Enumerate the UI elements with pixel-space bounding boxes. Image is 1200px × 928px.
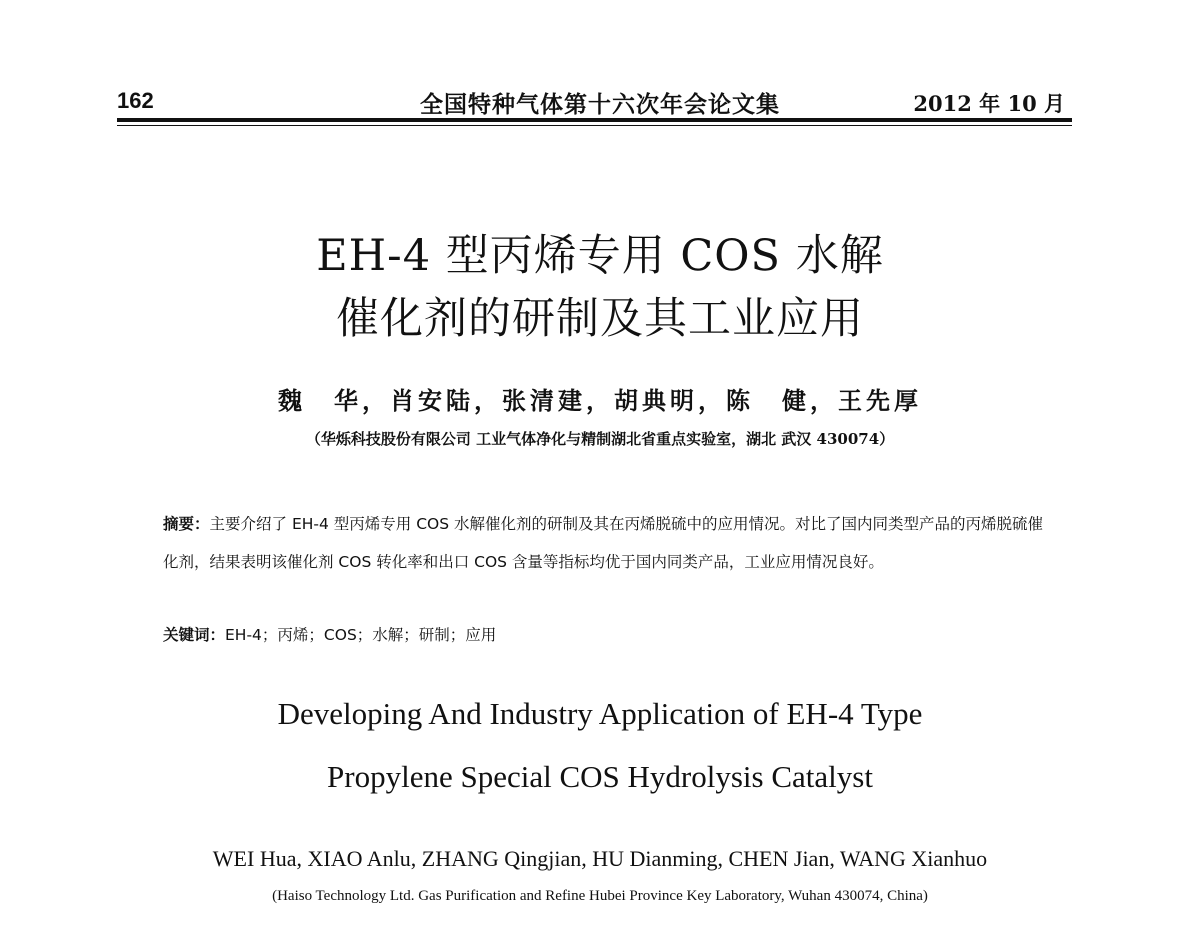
abstract-label: 摘要： <box>163 515 210 533</box>
title-en-line1: Developing And Industry Application of EH-4 Type <box>277 696 923 731</box>
affiliation-cn: （华烁科技股份有限公司 工业气体净化与精制湖北省重点实验室，湖北 武汉 430074） <box>305 430 895 448</box>
title-cn-line1: EH-4 型丙烯专用 COS 水解 <box>316 231 884 281</box>
publication-date: 2012 年 10 月 <box>913 91 1065 116</box>
journal-title: 全国特种气体第十六次年会论文集 <box>420 91 780 118</box>
abstract-cn <box>163 505 1043 581</box>
authors-en: WEI Hua, XIAO Anlu, ZHANG Qingjian, HU Dianming, CHEN Jian, WANG Xianhuo <box>212 846 988 871</box>
header-rule-thick <box>117 118 1072 122</box>
abstract-text: 主要介绍了 EH-4 型丙烯专用 COS 水解催化剂的研制及其在丙烯脱硫中的应用情况。对比了国内同类型产品的丙烯脱硫催化剂，结果表明该催化剂 COS 转化率和出口 COS 含量等指标均优于国内同类产品，工业应用情况良好。 <box>163 515 1043 571</box>
authors-cn: 魏 华，肖安陆，张清建，胡典明，陈 健，王先厚 <box>278 386 922 415</box>
page-number: 162 <box>117 88 154 113</box>
header-rule-thin <box>117 125 1072 126</box>
keywords-label: 关键词： <box>163 626 226 644</box>
keywords-text: EH-4；丙烯；COS；水解；研制；应用 <box>225 626 497 644</box>
keywords-cn <box>163 623 496 645</box>
affiliation-en: (Haiso Technology Ltd. Gas Purification and Refine Hubei Province Key Laboratory, Wuhan 430074, China) <box>272 888 928 904</box>
title-en-line2: Propylene Special COS Hydrolysis Catalyst <box>327 759 873 794</box>
title-cn-line2: 催化剂的研制及其工业应用 <box>336 294 864 344</box>
